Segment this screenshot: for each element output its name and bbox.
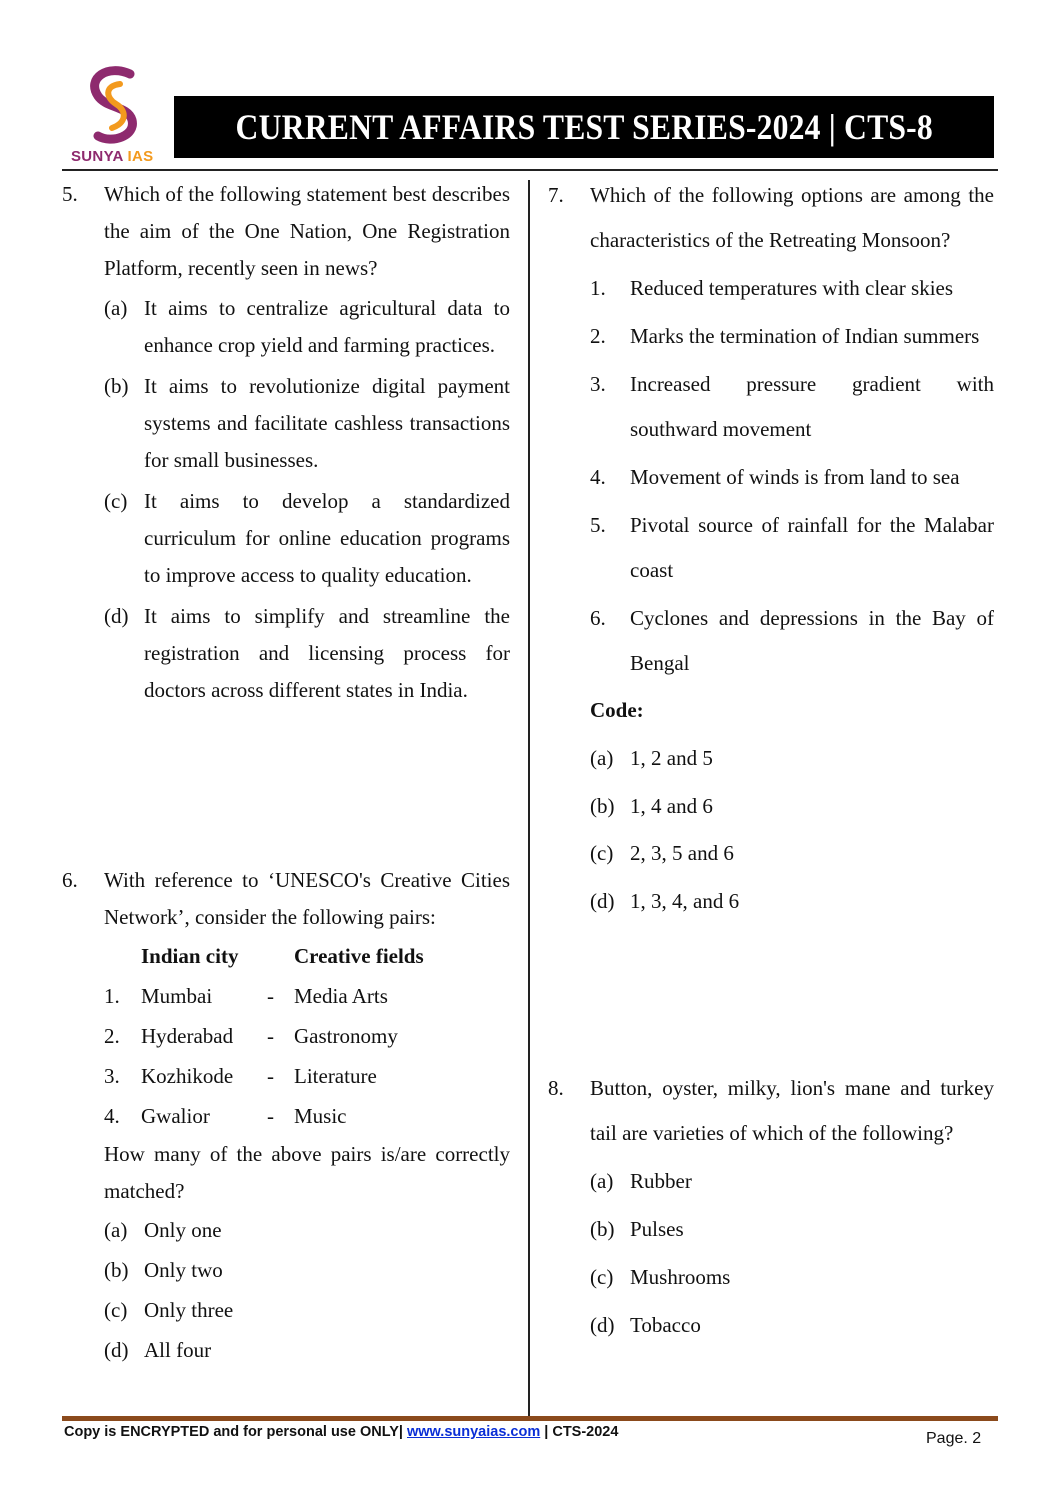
footer-notice: Copy is ENCRYPTED and for personal use ONLY| www.sunyaias.com | CTS-2024 bbox=[64, 1424, 619, 1440]
option: (a) 1, 2 and 5 bbox=[590, 746, 713, 770]
question-prompt: How many of the above pairs is/are correctly matched? bbox=[104, 1142, 510, 1203]
question-number: 7. bbox=[548, 183, 564, 207]
sunya-ias-logo: SUNYA IAS bbox=[68, 66, 164, 166]
option: (a) Rubber bbox=[590, 1169, 692, 1193]
option: (a) It aims to centralize agricultural data to enhance crop yield and farming practices. bbox=[104, 296, 510, 357]
option: (b) 1, 4 and 6 bbox=[590, 794, 713, 818]
pair-row: 2. Hyderabad - Gastronomy bbox=[104, 1024, 398, 1048]
question-5 bbox=[62, 176, 510, 709]
page-number: Page. 2 bbox=[926, 1430, 982, 1447]
option: (c) 2, 3, 5 and 6 bbox=[590, 841, 734, 865]
option: (d) Tobacco bbox=[590, 1313, 701, 1337]
question-stem: Which of the following options are among the characteristics of the Retreating Monsoon? bbox=[590, 183, 994, 252]
option: (b) Pulses bbox=[590, 1217, 684, 1241]
option: (a) Only one bbox=[104, 1218, 222, 1242]
pair-row: 3. Kozhikode - Literature bbox=[104, 1064, 377, 1088]
question-stem: Button, oyster, milky, lion's mane and turkey tail are varieties of which of the following? bbox=[590, 1076, 994, 1145]
list-item: 5. Pivotal source of rainfall for the Malabar coast bbox=[590, 513, 994, 582]
question-6 bbox=[62, 862, 510, 1370]
question-number: 8. bbox=[548, 1076, 564, 1100]
question-stem: With reference to ‘UNESCO's Creative Cities Network’, consider the following pairs: bbox=[104, 868, 510, 929]
footer-divider bbox=[62, 1416, 998, 1421]
column-divider bbox=[528, 180, 530, 1417]
option: (b) Only two bbox=[104, 1258, 223, 1282]
code-label: Code: bbox=[590, 698, 644, 722]
question-stem: Which of the following statement best describes the aim of the One Nation, One Registration Platform, recently seen in news? bbox=[104, 182, 510, 280]
question-7 bbox=[548, 173, 994, 924]
list-item: 6. Cyclones and depressions in the Bay of Bengal bbox=[590, 606, 994, 675]
question-number: 6. bbox=[62, 868, 78, 892]
list-item: 1. Reduced temperatures with clear skies bbox=[590, 276, 954, 300]
list-item: 2. Marks the termination of Indian summers bbox=[590, 324, 980, 348]
pairs-header: Indian city Creative fields bbox=[141, 944, 424, 968]
option: (c) Only three bbox=[104, 1298, 234, 1322]
option: (c) Mushrooms bbox=[590, 1265, 731, 1289]
list-item: 4. Movement of winds is from land to sea bbox=[590, 465, 960, 489]
option: (d) 1, 3, 4, and 6 bbox=[590, 889, 740, 913]
page-title-banner: CURRENT AFFAIRS TEST SERIES-2024 | CTS-8 bbox=[174, 96, 994, 158]
question-8 bbox=[548, 1066, 994, 1348]
divider bbox=[62, 169, 998, 171]
option: (b) It aims to revolutionize digital payment systems and facilitate cashless transactions for small businesses. bbox=[104, 374, 510, 472]
option: (d) It aims to simplify and streamline the registration and licensing process for doctors across different states in India. bbox=[104, 604, 510, 702]
logo-s-icon bbox=[68, 66, 164, 146]
website-link[interactable]: www.sunyaias.com bbox=[407, 1424, 541, 1440]
option: (c) It aims to develop a standardized curriculum for online education programs to improve access to quality education. bbox=[104, 489, 510, 587]
pair-row: 1. Mumbai - Media Arts bbox=[104, 984, 388, 1008]
question-number: 5. bbox=[62, 182, 78, 206]
option: (d) All four bbox=[104, 1338, 212, 1362]
list-item: 3. Increased pressure gradient with southward movement bbox=[590, 372, 994, 441]
pair-row: 4. Gwalior - Music bbox=[104, 1104, 347, 1128]
